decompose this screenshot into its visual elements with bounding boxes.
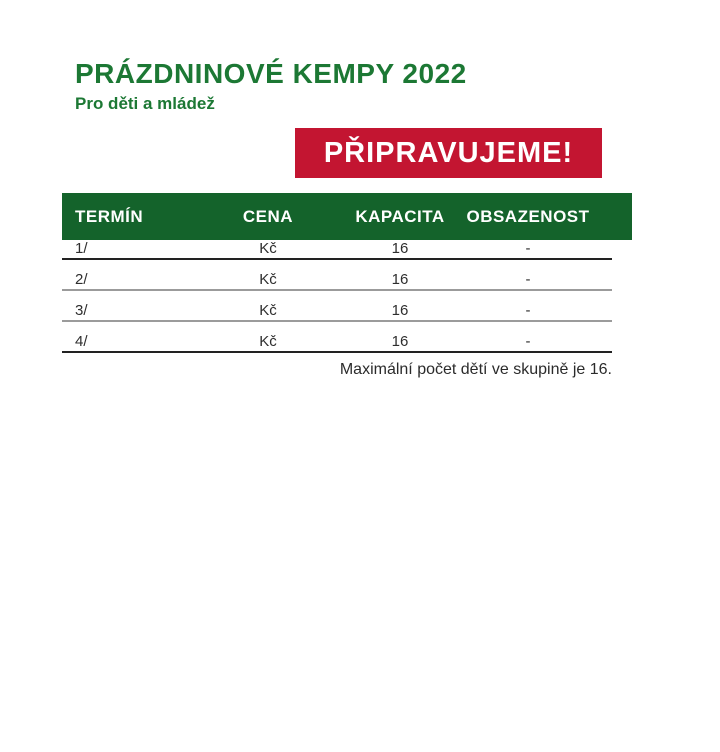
cell-termin: 3/ <box>75 302 88 319</box>
cell-obsazenost: - <box>525 240 531 257</box>
column-header-termin: TERMÍN <box>75 206 144 226</box>
cell-obsazenost: - <box>525 271 531 288</box>
page-title: PRÁZDNINOVÉ KEMPY 2022 <box>75 58 467 89</box>
cell-cena: Kč <box>259 271 277 288</box>
cell-termin: 1/ <box>75 240 88 257</box>
cell-cena: Kč <box>259 333 277 350</box>
cell-kapacita: 16 <box>391 271 409 288</box>
table-header <box>62 193 632 240</box>
table-row <box>62 240 612 260</box>
cell-termin: 2/ <box>75 271 88 288</box>
cell-kapacita: 16 <box>391 333 409 350</box>
preparing-banner-label: PŘIPRAVUJEME! <box>323 136 574 169</box>
column-header-obsazenost: OBSAZENOST <box>466 206 590 226</box>
cell-termin: 4/ <box>75 333 88 350</box>
column-header-kapacita: KAPACITA <box>355 206 445 226</box>
table-row <box>62 322 612 353</box>
footnote: Maximální počet dětí ve skupině je 16. <box>339 361 612 378</box>
column-header-cena: CENA <box>242 206 294 226</box>
cell-obsazenost: - <box>525 333 531 350</box>
table-row <box>62 291 612 322</box>
cell-obsazenost: - <box>525 302 531 319</box>
cell-kapacita: 16 <box>391 302 409 319</box>
table-row <box>62 260 612 291</box>
cell-cena: Kč <box>259 240 277 257</box>
cell-kapacita: 16 <box>391 240 409 257</box>
table-body <box>62 240 612 353</box>
page-subtitle: Pro děti a mládež <box>75 94 215 113</box>
cell-cena: Kč <box>259 302 277 319</box>
preparing-banner <box>295 128 602 178</box>
